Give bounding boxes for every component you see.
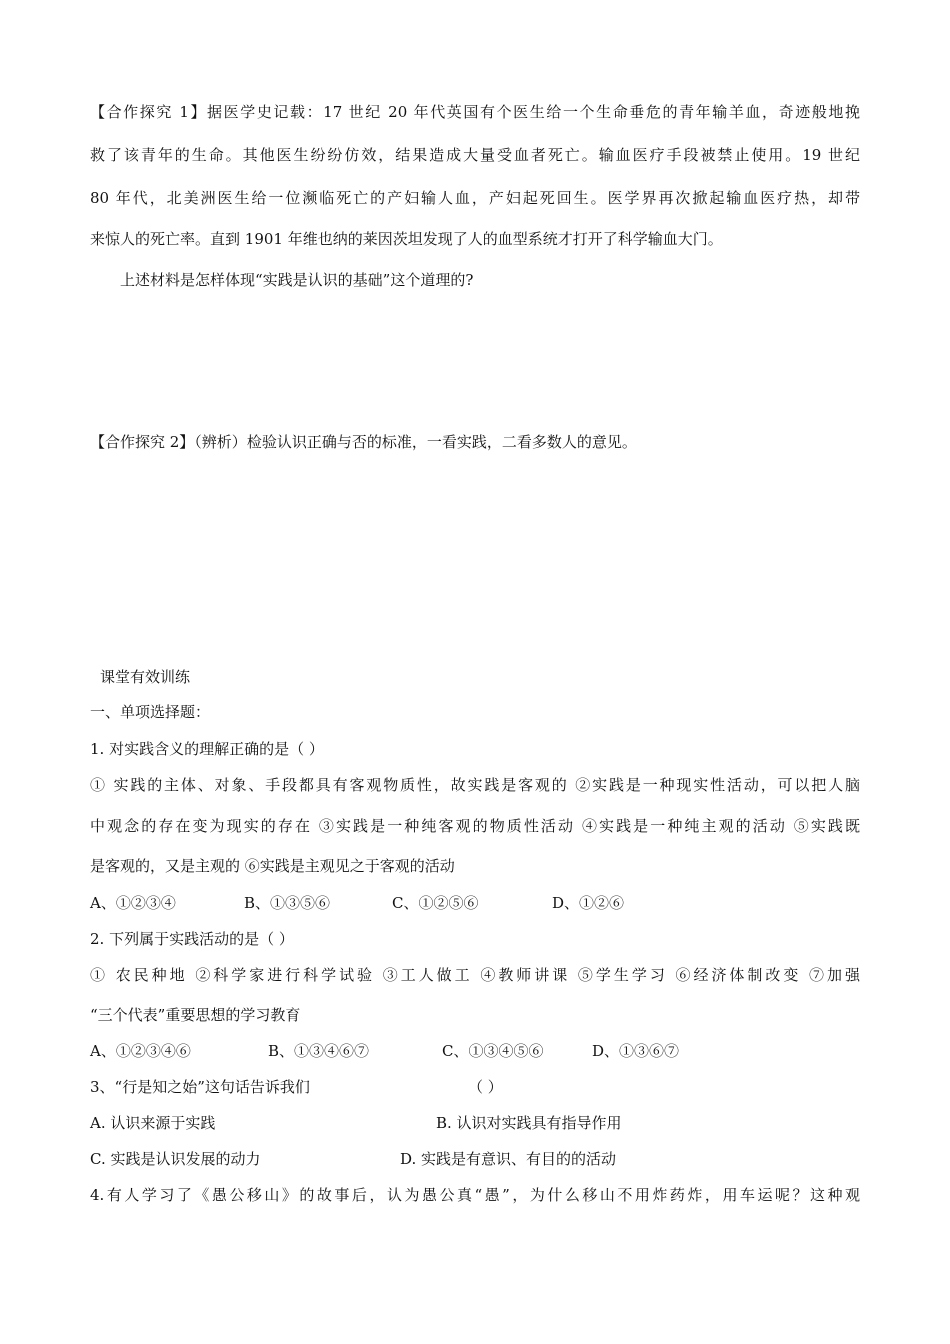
- q1-option-b: B、①③⑤⑥: [244, 894, 331, 912]
- section-title: 一、单项选择题：: [90, 703, 211, 721]
- explore-2-line-1: 【合作探究 2】（辨析）检验认识正确与否的标准，一看实践，二看多数人的意见。: [90, 433, 637, 451]
- q1-body-line-2: 中观念的存在变为现实的存在 ③实践是一种纯客观的物质性活动 ④实践是一种纯主观的活动 ⑤实践既: [90, 817, 860, 835]
- q1-option-d: D、①②⑥: [552, 894, 625, 912]
- q2-option-d: D、①③⑥⑦: [592, 1042, 680, 1060]
- q3-option-b: B. 认识对实践具有指导作用: [436, 1114, 622, 1132]
- q3-option-c: C. 实践是认识发展的动力: [90, 1150, 261, 1168]
- q2-option-a: A、①②③④⑥: [90, 1042, 191, 1060]
- q4-stem: 4.有人学习了《愚公移山》的故事后，认为愚公真“愚”，为什么移山不用炸药炸，用车运呢？这种观: [90, 1186, 860, 1204]
- explore-1-question: 上述材料是怎样体现“实践是认识的基础”这个道理的?: [120, 271, 474, 289]
- explore-1-line-2: 救了该青年的生命。其他医生纷纷仿效，结果造成大量受血者死亡。输血医疗手段被禁止使用。19 世纪: [90, 146, 860, 164]
- q2-option-b: B、①③④⑥⑦: [268, 1042, 370, 1060]
- q1-option-a: A、①②③④: [90, 894, 176, 912]
- q3-stem: 3、“行是知之始”这句话告诉我们: [90, 1078, 310, 1096]
- q2-body-line-1: ① 农民种地 ②科学家进行科学试验 ③工人做工 ④教师讲课 ⑤学生学习 ⑥经济体制改变 ⑦加强: [90, 966, 860, 984]
- explore-1-line-1: 【合作探究 1】据医学史记载：17 世纪 20 年代英国有个医生给一个生命垂危的青年输羊血，奇迹般地挽: [90, 103, 860, 121]
- q3-option-d: D. 实践是有意识、有目的的活动: [400, 1150, 617, 1168]
- explore-1-line-3: 80 年代，北美洲医生给一位濒临死亡的产妇输人血，产妇起死回生。医学界再次掀起输血医疗热，却带: [90, 189, 860, 207]
- q1-body-line-1: ① 实践的主体、对象、手段都具有客观物质性，故实践是客观的 ②实践是一种现实性活动，可以把人脑: [90, 776, 860, 794]
- q1-option-c: C、①②⑤⑥: [392, 894, 479, 912]
- q1-stem: 1. 对实践含义的理解正确的是（ ）: [90, 740, 324, 758]
- q2-option-c: C、①③④⑤⑥: [442, 1042, 544, 1060]
- q3-answer-blank: （ ）: [468, 1078, 503, 1096]
- q2-body-line-2: “三个代表”重要思想的学习教育: [90, 1006, 301, 1024]
- q2-stem: 2. 下列属于实践活动的是（ ）: [90, 930, 294, 948]
- explore-1-line-4: 来惊人的死亡率。直到 1901 年维也纳的莱因茨坦发现了人的血型系统才打开了科学输血大门。: [90, 230, 723, 248]
- q3-option-a: A. 认识来源于实践: [90, 1114, 216, 1132]
- training-heading: 课堂有效训练: [100, 668, 191, 686]
- q1-body-line-3: 是客观的，又是主观的 ⑥实践是主观见之于客观的活动: [90, 857, 455, 875]
